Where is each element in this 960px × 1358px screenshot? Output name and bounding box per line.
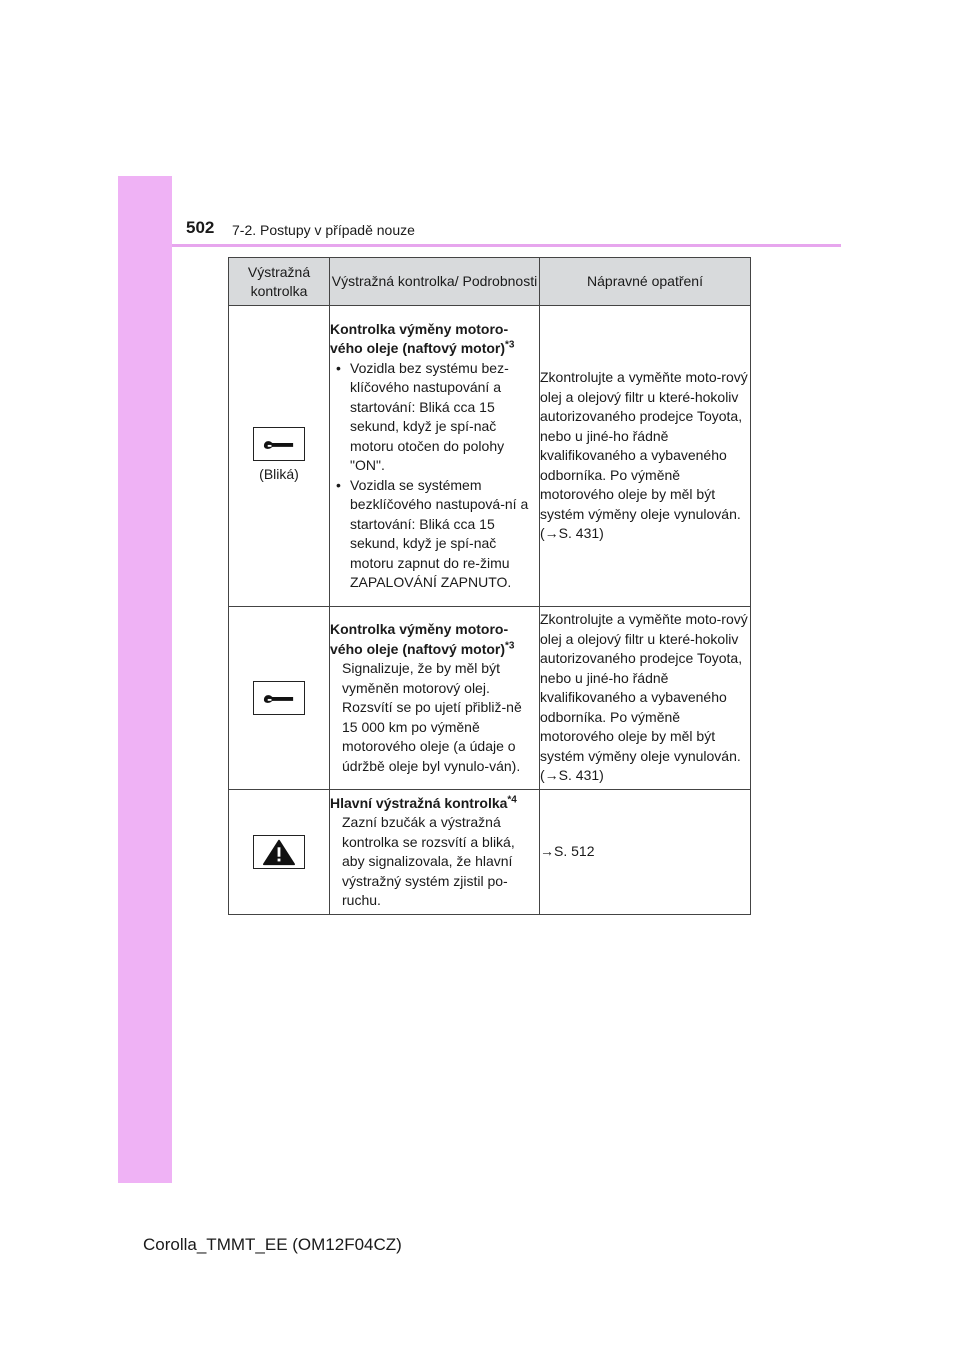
action-cell: →S. 512 [540,790,751,915]
table-row [229,790,751,915]
action-cell: Zkontrolujte a vyměňte moto-rový olej a olejový filtr u které-hokoliv autorizovaného prodejce Toyota, nebo u jiné-ho řádně kvalifikovaného a vybaveného odborníka. Po výměně motorového oleje by měl být systém výměny oleje vynulován. (→S. 431) [540,607,751,790]
section-title: 7-2. Postupy v případě nouze [232,222,415,238]
light-cell [229,607,330,790]
header-corrective-action: Nápravné opatření [540,258,751,306]
light-note: (Bliká) [259,466,299,483]
detail-title: Hlavní výstražná kontrolka$^{*4}$ [330,793,517,811]
header-warning-light: Výstražná kontrolka [229,258,330,306]
footer-model-code: Corolla_TMMT_EE (OM12F04CZ) [143,1235,402,1254]
detail-title: Kontrolka výměny motoro-vého oleje (naftový motor)$^{*3}$ [330,621,515,657]
light-cell [229,790,330,915]
warning-lights-table [228,257,751,915]
detail-text: Signalizuje, že by měl být vyměněn motorový olej. Rozsvítí se po ujetí přibliž-ně 15 000 km po výměně motorového oleje (a údaje o údržbě oleje byl vynulo-ván). [342,660,522,774]
page-number: 502 [186,218,215,237]
table-row [229,607,751,790]
footnote-marker: *3 [505,639,515,651]
wrench-icon [253,681,305,715]
footnote-marker: *4 [507,793,517,805]
table-header-row [229,258,751,306]
table-row [229,306,751,607]
chapter-side-band [118,176,172,1183]
wrench-icon [253,427,305,461]
detail-cell [330,306,540,607]
list-item: • Vozidla se systémem bezklíčového nastupová-ní a startování: Bliká cca 15 sekund, když je spí-nač motoru zapnut do re-žimu ZAPALOVÁNÍ ZAPNUTO. [336,476,529,590]
footnote-marker: *3 [505,339,515,351]
detail-title: Kontrolka výměny motoro-vého oleje (naftový motor)$^{*3}$ [330,320,515,356]
list-item: • Vozidla bez systému bez-klíčového nastupování a startování: Bliká cca 15 sekund, když je spí-nač motoru otočen do polohy "ON". [336,359,509,473]
action-cell: Zkontrolujte a vyměňte moto-rový olej a olejový filtr u které-hokoliv autorizovaného prodejce Toyota, nebo u jiné-ho řádně kvalifikovaného a vybaveného odborníka. Po výměně motorového oleje by měl být systém výměny oleje vynulován. (→S. 431) [540,306,751,607]
header-details: Výstražná kontrolka/ Podrobnosti [330,258,540,306]
detail-cell [330,790,540,915]
warning-triangle-icon [253,835,305,869]
detail-text: Zazní bzučák a výstražná kontrolka se rozsvítí a bliká, aby signalizovala, že hlavní výstražný systém zjistil po-ruchu. [342,814,515,908]
light-cell [229,306,330,607]
header-rule [172,244,841,247]
detail-cell [330,607,540,790]
